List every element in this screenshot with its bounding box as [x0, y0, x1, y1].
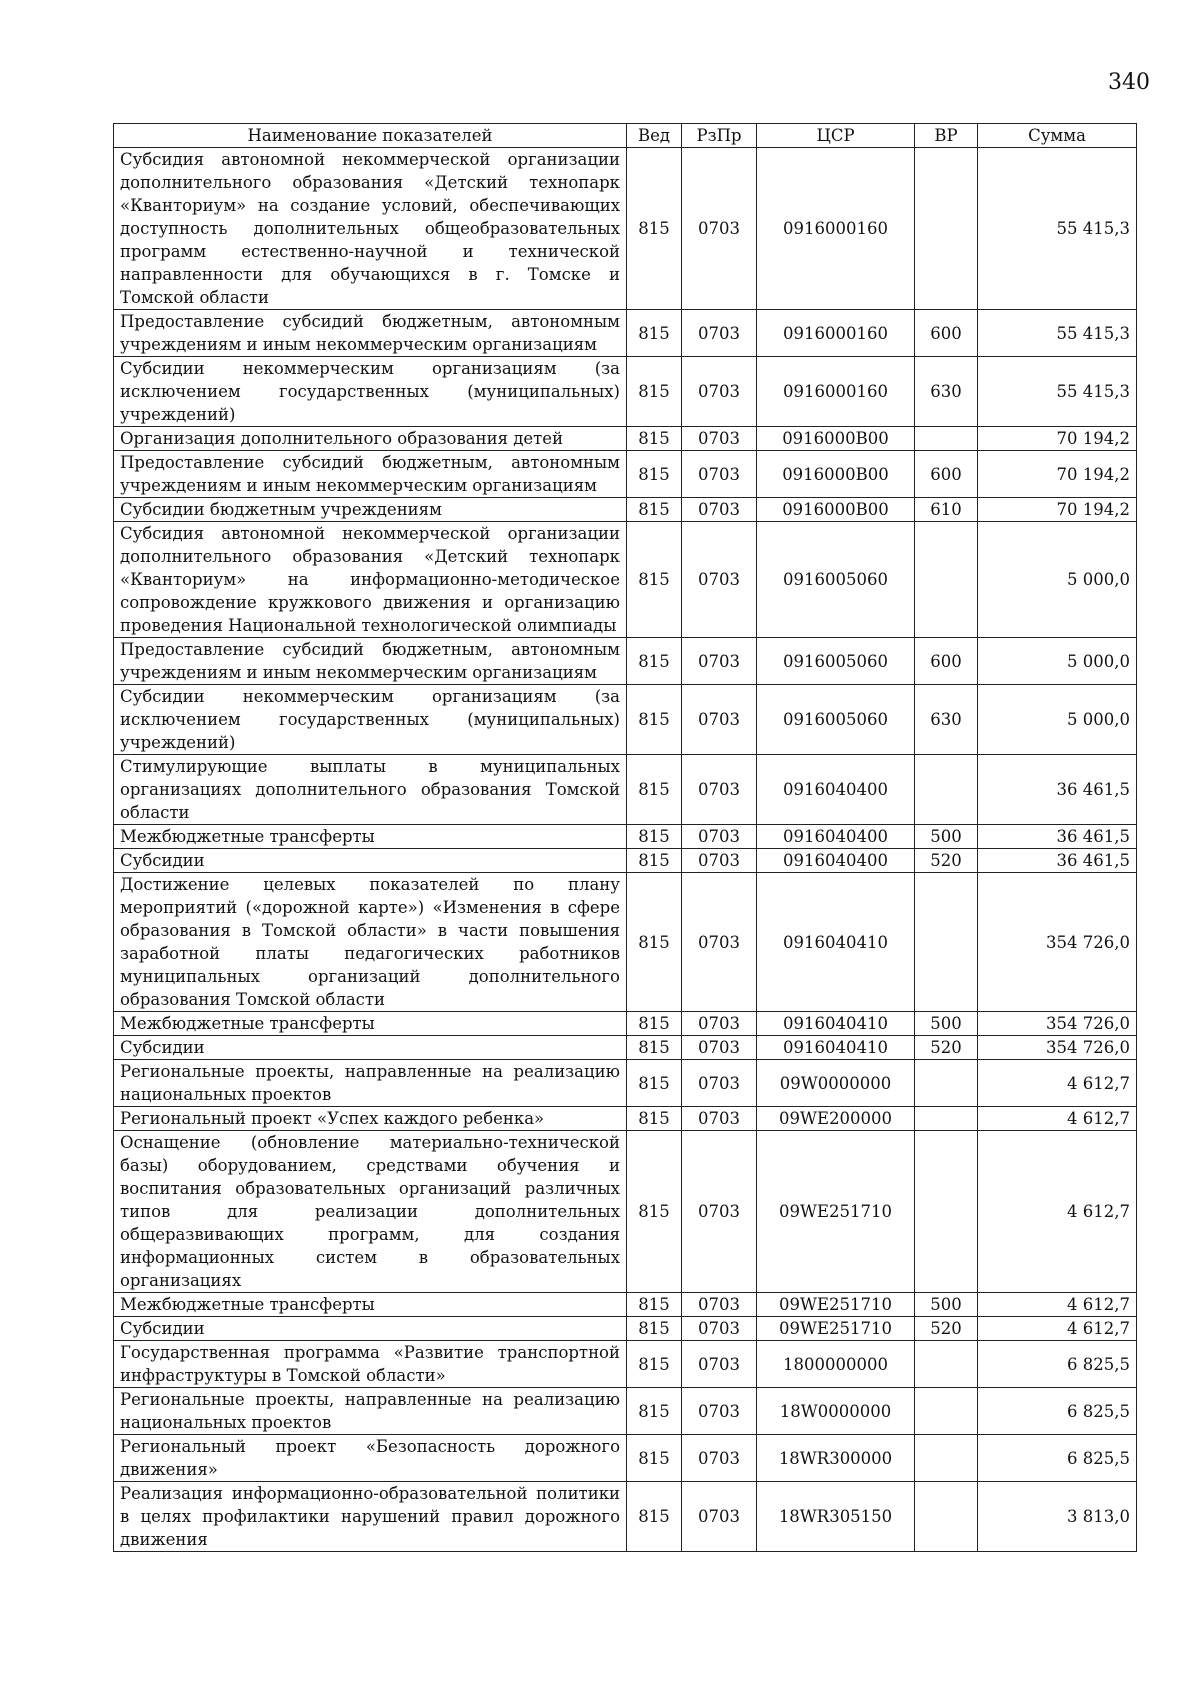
row-ved: 815: [627, 498, 682, 522]
row-name: Межбюджетные трансферты: [114, 1293, 627, 1317]
row-rzpr: 0703: [682, 825, 757, 849]
row-ved: 815: [627, 310, 682, 357]
row-name: Региональные проекты, направленные на реализацию национальных проектов: [114, 1060, 627, 1107]
row-vr: 520: [915, 1317, 978, 1341]
table-row: [114, 638, 1137, 685]
row-vr: 600: [915, 451, 978, 498]
row-name: Межбюджетные трансферты: [114, 1012, 627, 1036]
table-row: [114, 1060, 1137, 1107]
table-row: [114, 849, 1137, 873]
row-vr: [915, 1131, 978, 1293]
row-name: Субсидии: [114, 849, 627, 873]
row-csr: 0916040400: [757, 755, 915, 825]
row-rzpr: 0703: [682, 1036, 757, 1060]
row-ved: 815: [627, 1036, 682, 1060]
row-rzpr: 0703: [682, 1317, 757, 1341]
row-vr: 630: [915, 357, 978, 427]
table-row: [114, 1131, 1137, 1293]
row-sum: 5 000,0: [978, 638, 1137, 685]
row-ved: 815: [627, 825, 682, 849]
table-row: [114, 1317, 1137, 1341]
row-ved: 815: [627, 1012, 682, 1036]
row-ved: 815: [627, 755, 682, 825]
row-rzpr: 0703: [682, 1131, 757, 1293]
row-sum: 354 726,0: [978, 1036, 1137, 1060]
row-ved: 815: [627, 1388, 682, 1435]
row-sum: 36 461,5: [978, 849, 1137, 873]
row-vr: [915, 1482, 978, 1552]
row-vr: [915, 427, 978, 451]
row-csr: 0916040410: [757, 1012, 915, 1036]
row-rzpr: 0703: [682, 873, 757, 1012]
row-sum: 4 612,7: [978, 1060, 1137, 1107]
row-ved: 815: [627, 638, 682, 685]
row-name: Межбюджетные трансферты: [114, 825, 627, 849]
row-csr: 09W0000000: [757, 1060, 915, 1107]
header-rzpr: РзПр: [682, 124, 757, 148]
table-row: [114, 1341, 1137, 1388]
header-sum: Сумма: [978, 124, 1137, 148]
table-row: [114, 1293, 1137, 1317]
table-row: [114, 873, 1137, 1012]
row-name: Субсидии бюджетным учреждениям: [114, 498, 627, 522]
row-csr: 0916000160: [757, 148, 915, 310]
row-sum: 354 726,0: [978, 1012, 1137, 1036]
row-sum: 70 194,2: [978, 498, 1137, 522]
row-csr: 0916040410: [757, 1036, 915, 1060]
row-csr: 18W0000000: [757, 1388, 915, 1435]
row-rzpr: 0703: [682, 1341, 757, 1388]
header-name: Наименование показателей: [114, 124, 627, 148]
row-rzpr: 0703: [682, 148, 757, 310]
row-rzpr: 0703: [682, 1435, 757, 1482]
row-sum: 3 813,0: [978, 1482, 1137, 1552]
row-csr: 0916040400: [757, 849, 915, 873]
row-rzpr: 0703: [682, 498, 757, 522]
table-row: [114, 1435, 1137, 1482]
row-vr: [915, 1435, 978, 1482]
row-sum: 4 612,7: [978, 1131, 1137, 1293]
row-rzpr: 0703: [682, 451, 757, 498]
table-row: [114, 1388, 1137, 1435]
row-rzpr: 0703: [682, 1293, 757, 1317]
row-name: Субсидии: [114, 1036, 627, 1060]
row-ved: 815: [627, 427, 682, 451]
row-sum: 5 000,0: [978, 522, 1137, 638]
header-csr: ЦСР: [757, 124, 915, 148]
row-rzpr: 0703: [682, 1060, 757, 1107]
table-row: [114, 357, 1137, 427]
row-sum: 36 461,5: [978, 825, 1137, 849]
row-csr: 0916005060: [757, 638, 915, 685]
row-name: Достижение целевых показателей по плану мероприятий («дорожной карте») «Изменения в сфере образования в Томской области» в части повышения заработной платы педагогических работников муниципальных организаций дополнительного образования Томской области: [114, 873, 627, 1012]
row-name: Региональный проект «Безопасность дорожного движения»: [114, 1435, 627, 1482]
row-csr: 0916005060: [757, 685, 915, 755]
row-sum: 354 726,0: [978, 873, 1137, 1012]
row-sum: 70 194,2: [978, 427, 1137, 451]
row-vr: 500: [915, 1012, 978, 1036]
row-vr: [915, 522, 978, 638]
row-sum: 4 612,7: [978, 1107, 1137, 1131]
row-vr: [915, 1060, 978, 1107]
row-csr: 0916005060: [757, 522, 915, 638]
row-sum: 5 000,0: [978, 685, 1137, 755]
row-ved: 815: [627, 451, 682, 498]
row-name: Региональный проект «Успех каждого ребенка»: [114, 1107, 627, 1131]
row-ved: 815: [627, 1482, 682, 1552]
table-row: [114, 1482, 1137, 1552]
row-ved: 815: [627, 849, 682, 873]
page-number: 340: [1108, 70, 1150, 95]
row-ved: 815: [627, 873, 682, 1012]
row-name: Субсидии некоммерческим организациям (за исключением государственных (муниципальных) учреждений): [114, 685, 627, 755]
row-vr: 500: [915, 1293, 978, 1317]
row-vr: 630: [915, 685, 978, 755]
row-ved: 815: [627, 1317, 682, 1341]
row-vr: [915, 873, 978, 1012]
row-name: Предоставление субсидий бюджетным, автономным учреждениям и иным некоммерческим организациям: [114, 310, 627, 357]
row-csr: 09WE251710: [757, 1317, 915, 1341]
row-ved: 815: [627, 1060, 682, 1107]
row-name: Предоставление субсидий бюджетным, автономным учреждениям и иным некоммерческим организациям: [114, 638, 627, 685]
row-rzpr: 0703: [682, 685, 757, 755]
table-row: [114, 451, 1137, 498]
header-vr: ВР: [915, 124, 978, 148]
table-row: [114, 310, 1137, 357]
table-row: [114, 755, 1137, 825]
row-csr: 0916000В00: [757, 498, 915, 522]
row-vr: [915, 148, 978, 310]
row-ved: 815: [627, 1107, 682, 1131]
row-csr: 0916040400: [757, 825, 915, 849]
row-vr: 600: [915, 638, 978, 685]
table-row: [114, 522, 1137, 638]
header-ved: Вед: [627, 124, 682, 148]
row-name: Субсидии некоммерческим организациям (за исключением государственных (муниципальных) учреждений): [114, 357, 627, 427]
row-name: Предоставление субсидий бюджетным, автономным учреждениям и иным некоммерческим организациям: [114, 451, 627, 498]
row-name: Государственная программа «Развитие транспортной инфраструктуры в Томской области»: [114, 1341, 627, 1388]
row-rzpr: 0703: [682, 1012, 757, 1036]
row-sum: 55 415,3: [978, 310, 1137, 357]
row-csr: 0916000В00: [757, 427, 915, 451]
row-name: Субсидии: [114, 1317, 627, 1341]
row-csr: 09WE200000: [757, 1107, 915, 1131]
row-rzpr: 0703: [682, 1482, 757, 1552]
row-ved: 815: [627, 357, 682, 427]
row-rzpr: 0703: [682, 1107, 757, 1131]
row-rzpr: 0703: [682, 638, 757, 685]
row-vr: 610: [915, 498, 978, 522]
row-sum: 6 825,5: [978, 1341, 1137, 1388]
row-sum: 6 825,5: [978, 1435, 1137, 1482]
header-row: [114, 124, 1137, 148]
row-vr: 600: [915, 310, 978, 357]
row-vr: [915, 1388, 978, 1435]
row-ved: 815: [627, 1131, 682, 1293]
row-rzpr: 0703: [682, 755, 757, 825]
row-name: Организация дополнительного образования детей: [114, 427, 627, 451]
row-csr: 09WE251710: [757, 1293, 915, 1317]
table-row: [114, 427, 1137, 451]
row-csr: 09WE251710: [757, 1131, 915, 1293]
row-ved: 815: [627, 1293, 682, 1317]
table-row: [114, 148, 1137, 310]
row-name: Субсидия автономной некоммерческой организации дополнительного образования «Детский технопарк «Кванториум» на информационно-методическое сопровождение кружкового движения и организацию проведения Национальной технологической олимпиады: [114, 522, 627, 638]
row-rzpr: 0703: [682, 1388, 757, 1435]
row-csr: 18WR305150: [757, 1482, 915, 1552]
row-rzpr: 0703: [682, 522, 757, 638]
row-rzpr: 0703: [682, 849, 757, 873]
row-rzpr: 0703: [682, 310, 757, 357]
table-row: [114, 685, 1137, 755]
row-vr: 500: [915, 825, 978, 849]
budget-table: [113, 123, 1137, 1552]
row-vr: 520: [915, 1036, 978, 1060]
row-sum: 4 612,7: [978, 1293, 1137, 1317]
row-ved: 815: [627, 522, 682, 638]
row-ved: 815: [627, 148, 682, 310]
row-rzpr: 0703: [682, 427, 757, 451]
row-ved: 815: [627, 1341, 682, 1388]
row-vr: 520: [915, 849, 978, 873]
row-vr: [915, 1107, 978, 1131]
row-vr: [915, 1341, 978, 1388]
row-rzpr: 0703: [682, 357, 757, 427]
row-sum: 55 415,3: [978, 357, 1137, 427]
table-row: [114, 498, 1137, 522]
row-csr: 1800000000: [757, 1341, 915, 1388]
row-name: Региональные проекты, направленные на реализацию национальных проектов: [114, 1388, 627, 1435]
row-sum: 36 461,5: [978, 755, 1137, 825]
table-row: [114, 825, 1137, 849]
row-name: Оснащение (обновление материально-технической базы) оборудованием, средствами обучения и воспитания образовательных организаций различных типов для реализации дополнительных общеразвивающих программ, для создания информационных систем в образовательных организациях: [114, 1131, 627, 1293]
row-csr: 18WR300000: [757, 1435, 915, 1482]
row-vr: [915, 755, 978, 825]
row-csr: 0916000160: [757, 310, 915, 357]
row-name: Стимулирующие выплаты в муниципальных организациях дополнительного образования Томской области: [114, 755, 627, 825]
row-name: Субсидия автономной некоммерческой организации дополнительного образования «Детский технопарк «Кванториум» на создание условий, обеспечивающих доступность дополнительных общеобразовательных программ естественно-научной и технической направленности для обучающихся в г. Томске и Томской области: [114, 148, 627, 310]
row-sum: 55 415,3: [978, 148, 1137, 310]
row-sum: 4 612,7: [978, 1317, 1137, 1341]
table-row: [114, 1036, 1137, 1060]
table-row: [114, 1012, 1137, 1036]
row-sum: 70 194,2: [978, 451, 1137, 498]
row-sum: 6 825,5: [978, 1388, 1137, 1435]
row-csr: 0916040410: [757, 873, 915, 1012]
table-row: [114, 1107, 1137, 1131]
row-csr: 0916000В00: [757, 451, 915, 498]
row-name: Реализация информационно-образовательной политики в целях профилактики нарушений правил дорожного движения: [114, 1482, 627, 1552]
row-csr: 0916000160: [757, 357, 915, 427]
row-ved: 815: [627, 1435, 682, 1482]
row-ved: 815: [627, 685, 682, 755]
